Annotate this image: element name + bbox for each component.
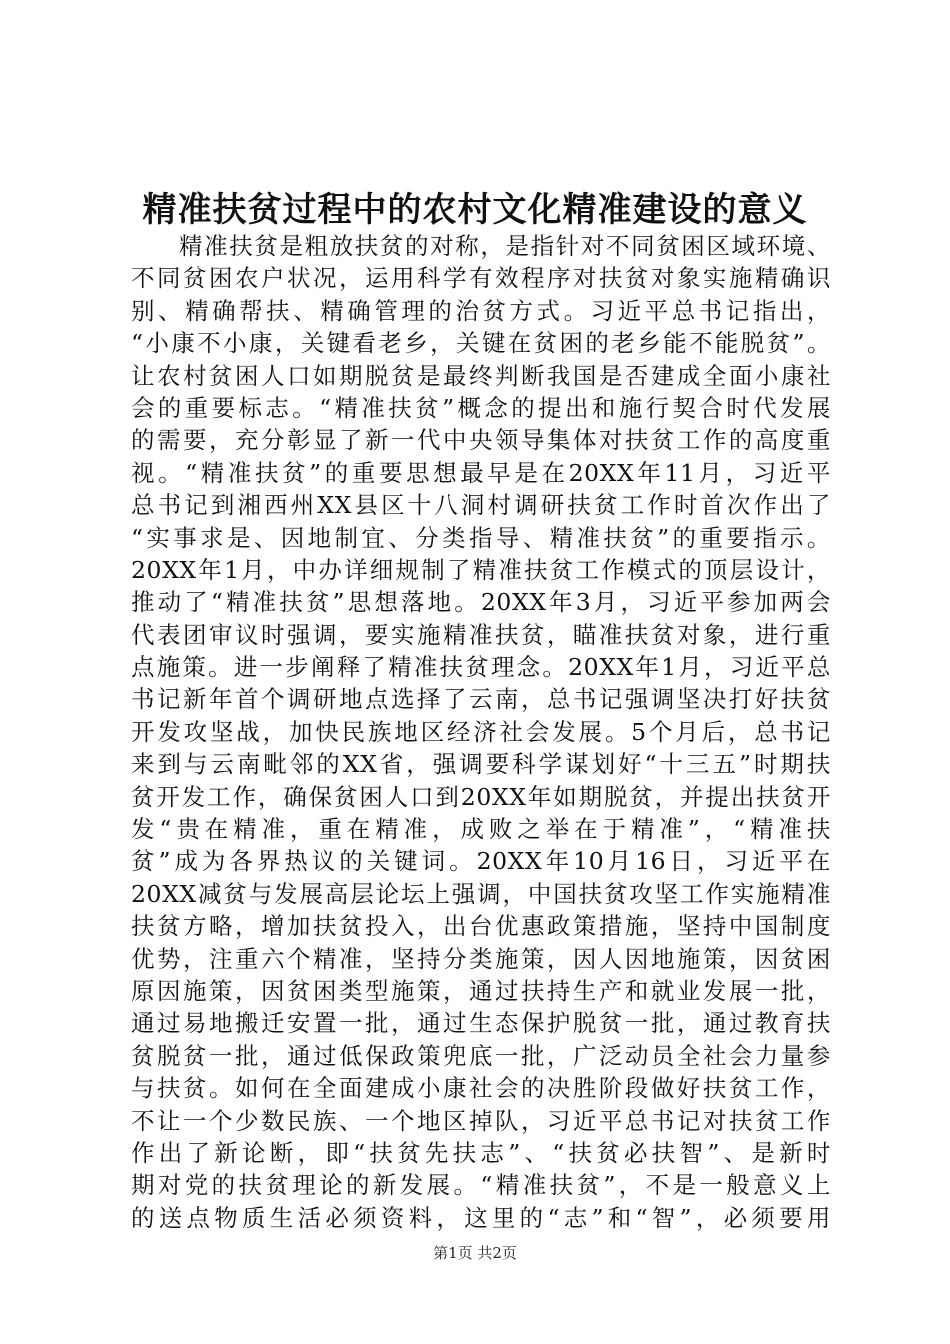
paragraph-line: 来到与云南毗邻的XX省，强调要科学谋划好“十三五”时期扶 — [131, 750, 831, 779]
paragraph-line: 点施策。进一步阐释了精准扶贫理念。20XX年1月，习近平总 — [131, 653, 831, 682]
paragraph-line: 会的重要标志。“精准扶贫”概念的提出和施行契合时代发展 — [131, 393, 831, 422]
paragraph-line: 20XX减贫与发展高层论坛上强调，中国扶贫攻坚工作实施精准 — [131, 879, 831, 908]
paragraph-line: 别、精确帮扶、精确管理的治贫方式。习近平总书记指出， — [131, 296, 831, 325]
paragraph-line: 开发攻坚战，加快民族地区经济社会发展。5个月后，总书记 — [131, 717, 831, 746]
paragraph-line: 视。“精准扶贫”的重要思想最早是在20XX年11月，习近平 — [131, 458, 831, 487]
paragraph-line: 扶贫方略，增加扶贫投入，出台优惠政策措施，坚持中国制度 — [131, 912, 831, 941]
page-number-footer: 第1页 共2页 — [433, 1244, 517, 1262]
paragraph-line: 的需要，充分彰显了新一代中央领导集体对扶贫工作的高度重 — [131, 426, 831, 455]
paragraph-line: 贫”成为各界热议的关键词。20XX年10月16日，习近平在 — [131, 847, 831, 876]
paragraph-line: “小康不小康，关键看老乡，关键在贫困的老乡能不能脱贫”。 — [131, 329, 831, 358]
paragraph-line: 书记新年首个调研地点选择了云南，总书记强调坚决打好扶贫 — [131, 685, 831, 714]
paragraph-line: 推动了“精准扶贫”思想落地。20XX年3月，习近平参加两会 — [131, 588, 831, 617]
paragraph-line: 让农村贫困人口如期脱贫是最终判断我国是否建成全面小康社 — [131, 361, 831, 390]
paragraph-line: 不让一个少数民族、一个地区掉队，习近平总书记对扶贫工作 — [131, 1106, 831, 1135]
paragraph-line: 通过易地搬迁安置一批，通过生态保护脱贫一批，通过教育扶 — [131, 1009, 831, 1038]
paragraph-line: 贫脱贫一批，通过低保政策兜底一批，广泛动员全社会力量参 — [131, 1041, 831, 1070]
paragraph-line: 发“贵在精准，重在精准，成败之举在于精准”，“精准扶 — [131, 815, 831, 844]
paragraph-line: 代表团审议时强调，要实施精准扶贫，瞄准扶贫对象，进行重 — [131, 620, 831, 649]
paragraph-line: 贫开发工作，确保贫困人口到20XX年如期脱贫，并提出扶贫开 — [131, 782, 831, 811]
paragraph-line: 与扶贫。如何在全面建成小康社会的决胜阶段做好扶贫工作， — [131, 1074, 831, 1103]
paragraph-line: 总书记到湘西州XX县区十八洞村调研扶贫工作时首次作出了 — [131, 491, 831, 520]
paragraph-line: 作出了新论断，即“扶贫先扶志”、“扶贫必扶智”、是新时 — [131, 1138, 831, 1167]
paragraph-line: 原因施策，因贫困类型施策，通过扶持生产和就业发展一批， — [131, 976, 831, 1005]
paragraph-line: 的送点物质生活必须资料，这里的“志”和“智”，必须要用 — [131, 1203, 831, 1232]
paragraph-line: 20XX年1月，中办详细规制了精准扶贫工作模式的顶层设计， — [131, 555, 831, 584]
paragraph-line: 期对党的扶贫理论的新发展。“精准扶贫”，不是一般意义上 — [131, 1171, 831, 1200]
page-title: 精准扶贫过程中的农村文化精准建设的意义 — [142, 190, 808, 230]
body-paragraph — [131, 230, 831, 1234]
paragraph-line: 不同贫困农户状况，运用科学有效程序对扶贫对象实施精确识 — [131, 264, 831, 293]
paragraph-line: 精准扶贫是粗放扶贫的对称，是指针对不同贫困区域环境、 — [179, 232, 831, 260]
paragraph-line: “实事求是、因地制宜、分类指导、精准扶贫”的重要指示。 — [131, 523, 831, 552]
paragraph-line: 优势，注重六个精准，坚持分类施策，因人因地施策，因贫困 — [131, 944, 831, 973]
